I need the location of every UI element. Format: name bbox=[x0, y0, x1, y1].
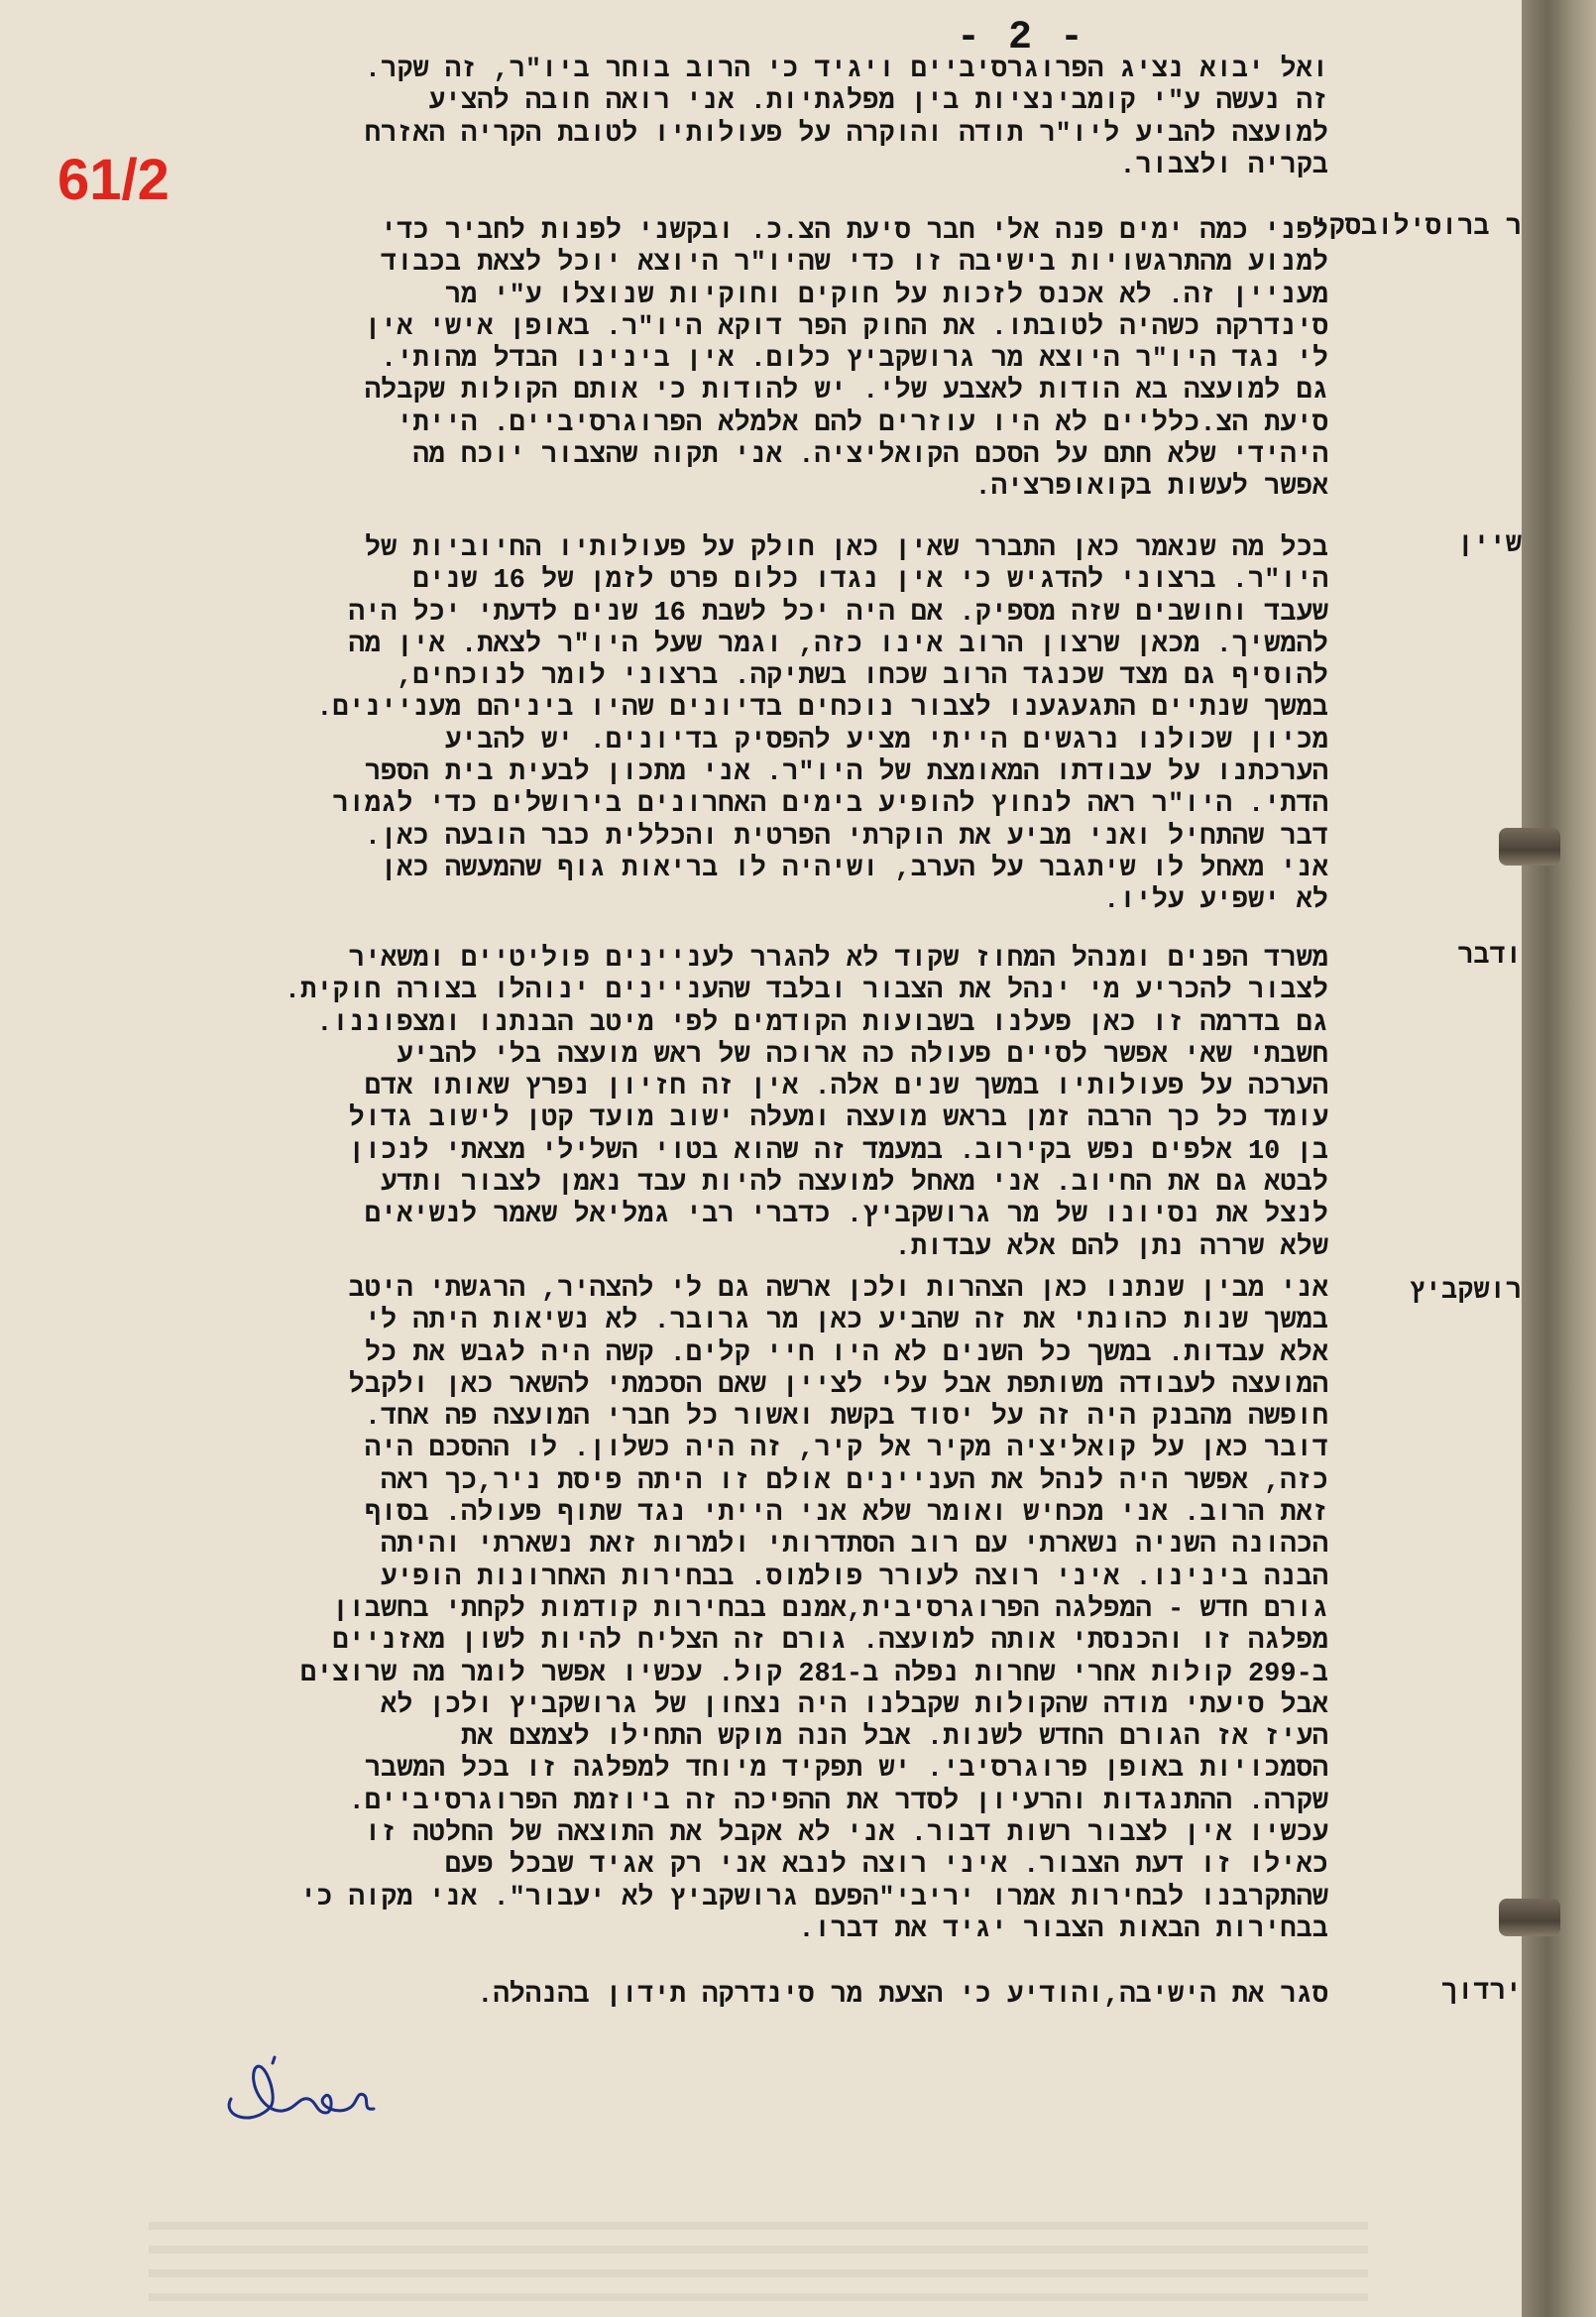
speaker-name: ודבר bbox=[1457, 942, 1522, 972]
text-line: זה נעשה ע"י קומבינציות בין מפלגתיות. אני רואה חובה להציע bbox=[428, 87, 1328, 118]
text-line: הסמכויות באופן פרוגרסיבי. יש תפקיד מיוחד למפלגה זו בכל המשבר bbox=[364, 1755, 1328, 1786]
text-line: לנצל את נסיונו של מר גרושקביץ. כדברי רבי גמליאל שאמר לנשיאים bbox=[364, 1201, 1328, 1231]
binding-spine bbox=[1522, 0, 1596, 2317]
text-line: כזה, אפשר היה לנהל את העניינים אולם זו היתה פיסת ניר,כך ראה bbox=[381, 1466, 1328, 1497]
paragraph-2 bbox=[149, 216, 1328, 505]
text-line: שעבד וחושבים שזה מספיק. אם היה יכל לשבת 16 שנים לדעתי יכל היה bbox=[348, 598, 1328, 629]
text-line: אני מאחל לו שיתגבר על הערב, ושיהיה לו בריאות גוף שהמעשה כאן bbox=[381, 854, 1328, 884]
text-line: זאת הרוב. אני מכחיש ואומר שלא אני הייתי נגד שתוף פעולה. בסוף bbox=[364, 1499, 1328, 1530]
text-line: בן 10 אלפים נפש בקירוב. במעמד זה שהוא בטוי השלילי מצאתי לנכון bbox=[348, 1136, 1328, 1167]
archive-stamp: 61/2 bbox=[57, 148, 170, 212]
signature bbox=[213, 2027, 382, 2137]
text-line: חשבתי שאי אפשר לסיים פעולה כה ארוכה של ראש מועצה בלי להביע bbox=[397, 1040, 1328, 1071]
speaker-name: רושקביץ bbox=[1409, 1277, 1522, 1307]
text-line: דבר שהתחיל ואני מביע את הוקרתי הפרטית והכללית כבר הובעה כאן. bbox=[364, 822, 1328, 853]
speaker-name: שיין bbox=[1457, 530, 1522, 560]
text-line: בקריה ולצבור. bbox=[1119, 151, 1328, 181]
text-line: משרד הפנים ומנהל המחוז שקוד לא להגרר לעניינים פוליטיים ומשאיר bbox=[348, 945, 1328, 975]
paragraph-4 bbox=[149, 944, 1328, 1264]
text-line: מעניין זה. לא אכנס לזכות על חוקים וחוקיות שנוצלו ע"י מר bbox=[444, 281, 1328, 311]
text-line: אפשר לעשות בקואופרציה. bbox=[974, 473, 1328, 504]
text-line: המועצה לעבודה משותפת אבל עלי לציין שאם הסכמתי להשאר כאן ולקבל bbox=[348, 1370, 1328, 1401]
text-line: שהתקרבנו לבחירות אמרו יריבי"הפעם גרושקביץ לא יעבור". אני מקוה כי bbox=[300, 1883, 1328, 1913]
text-line: העיז אז הגורם החדש לשנות. אבל הנה מוקש התחילו לצמצם את bbox=[461, 1723, 1328, 1754]
text-line: עכשיו אין לצבור רשות דבור. אני לא אקבל את התוצאה של החלטה זו bbox=[364, 1819, 1328, 1850]
paragraph-3 bbox=[149, 533, 1328, 918]
speaker-name: ר ברוסילובסקי bbox=[1312, 213, 1522, 243]
text-line: הבנה בינינו. איני רוצה לעורר פולמוס. בבחירות האחרונות הופיע bbox=[381, 1563, 1328, 1593]
text-line: הערכה על פעולותיו במשך שנים אלה. אין זה חזיון נפרץ שאותו אדם bbox=[364, 1073, 1328, 1103]
page-number: - 2 - bbox=[956, 16, 1086, 60]
text-line: שלא שררה נתן להם אלא עבדות. bbox=[894, 1232, 1328, 1263]
text-line: גם בדרמה זו כאן פעלנו בשבועות הקודמים לפי מיטב הבנתנו ומצפוננו. bbox=[316, 1008, 1328, 1039]
text-line: בבחירות הבאות הצבור יגיד את דברו. bbox=[798, 1914, 1328, 1945]
text-line: במשך שנתיים התגעגענו לצבור נוכחים בדיונים שהיו ביניהם מעניינים. bbox=[316, 694, 1328, 725]
text-line: גם למועצה בא הודות לאצבע שלי. יש להודות כי אותם הקולות שקבלה bbox=[364, 377, 1328, 407]
text-line: אלא עבדות. במשך כל השנים לא היו חיי קלים. קשה היה לגבש את כל bbox=[364, 1338, 1328, 1369]
text-line: למועצה להביע ליו"ר תודה והוקרה על פעולותיו לטובת הקריה האזרח bbox=[364, 119, 1328, 150]
paragraph-5 bbox=[149, 1274, 1328, 1946]
text-line: דובר כאן על קואליציה מקיר אל קיר, זה היה כשלון. לו ההסכם היה bbox=[364, 1435, 1328, 1465]
text-line: שקרה. ההתנגדות והרעיון לסדר את ההפיכה זה ביוזמת הפרוגרסיביים. bbox=[348, 1787, 1328, 1817]
text-line: לבטא גם את החיוב. אני מאחל למועצה להיות עבד נאמן לצבור ותדע bbox=[381, 1169, 1328, 1200]
text-line: לא ישפיע עליו. bbox=[1103, 886, 1328, 917]
text-line: גורם חדש - המפלגה הפרוגרסיבית,אמנם בבחירות קודמות לקחתי בחשבון bbox=[332, 1594, 1328, 1625]
text-line: הכהונה השניה נשארתי עם רוב הסתדרותי ולמרות זאת נשארתי והיתה bbox=[381, 1531, 1328, 1562]
text-line: סיעת הצ.כלליים לא היו עוזרים להם אלמלא הפרוגרסיביים. הייתי bbox=[397, 408, 1328, 439]
text-line: כאילו זו דעת הצבור. איני רוצה לנבא אני רק אגיד שבכל פעם bbox=[444, 1851, 1328, 1882]
text-line: בכל מה שנאמר כאן התברר שאין כאן חולק על פעולותיו החיוביות של bbox=[364, 534, 1328, 564]
text-line: עומד כל כך הרבה זמן בראש מועצה ומעלה ישוב מועד קטן לישוב גדול bbox=[348, 1104, 1328, 1135]
text-line: סגר את הישיבה,והודיע כי הצעת מר סינדרקה תידון בהנהלה. bbox=[477, 1981, 1328, 2011]
text-line: מכיון שכולנו נרגשים הייתי מציע להפסיק בדיונים. יש להביע bbox=[444, 726, 1328, 756]
paragraph-1 bbox=[149, 55, 1328, 182]
text-line: חופשה מהבנק היה זה על יסוד בקשת ואשור כל חברי המועצה פה אחד. bbox=[364, 1403, 1328, 1434]
text-line: להוסיף גם מצד שכנגד הרוב שכחו בשתיקה. ברצוני לומר לנוכחים, bbox=[397, 662, 1328, 693]
text-line: מפלגה זו והכנסתי אותה למועצה. גורם זה הצליח להיות לשון מאזניים bbox=[332, 1627, 1328, 1658]
text-line: להמשיך. מכאן שרצון הרוב אינו כזה, וגמר שעל היו"ר לצאת. אין מה bbox=[348, 630, 1328, 660]
text-line: לי נגד היו"ר היוצא מר גרושקביץ כלום. אין בינינו הבדל מהותי. bbox=[381, 345, 1328, 376]
text-line: במשך שנות כהונתי את זה שהביע כאן מר גרובר. לא נשיאות היתה לי bbox=[364, 1307, 1328, 1337]
text-line: לפני כמה ימים פנה אלי חבר סיעת הצ.כ. ובקשני לפנות לחביר כדי bbox=[381, 217, 1328, 247]
speaker-name: ירדוך bbox=[1440, 1978, 1522, 2008]
text-line: אבל סיעתי מודה שהקולות שקבלנו היה נצחון של גרושקביץ ולכן לא bbox=[381, 1690, 1328, 1721]
text-line: סינדרקה כשהיה לטובתו. את החוק הפר דוקא היו"ר. באופן אישי אין bbox=[364, 312, 1328, 343]
text-line: היו"ר. ברצוני להדגיש כי אין נגדו כלום פרט לזמן של 16 שנים bbox=[412, 566, 1328, 597]
paragraph-6 bbox=[149, 1980, 1328, 2012]
text-line: אני מבין שנתנו כאן הצהרות ולכן ארשה גם לי להצהיר, הרגשתי היטב bbox=[348, 1275, 1328, 1305]
bleed-through-text bbox=[149, 2206, 1368, 2305]
text-line: ואל יבוא נציג הפרוגרסיביים ויגיד כי הרוב בוחר ביו"ר, זה שקר. bbox=[364, 56, 1328, 85]
binder-clip bbox=[1499, 1899, 1560, 1936]
text-line: ב-299 קולות אחרי שחרות נפלה ב-281 קול. עכשיו אפשר לומר מה שרוצים bbox=[300, 1659, 1328, 1689]
text-line: הדתי. היו"ר ראה לנחוץ להופיע בימים האחרונים בירושלים כדי לגמור bbox=[332, 790, 1328, 821]
text-line: הערכתנו על עבודתו המאומצת של היו"ר. אני מתכון לבעית בית הספר bbox=[364, 758, 1328, 789]
text-line: למנוע מהתרגשויות בישיבה זו כדי שהיו"ר היוצא יוכל לצאת בכבוד bbox=[381, 249, 1328, 280]
text-line: היהידי שלא חתם על הסכם הקואליציה. אני תקוה שהצבור יוכח מה bbox=[412, 441, 1328, 472]
binder-clip bbox=[1499, 828, 1560, 866]
text-line: לצבור להכריע מי ינהל את הצבור ובלבד שהעניינים ינוהלו בצורה חוקית. bbox=[284, 977, 1328, 1007]
